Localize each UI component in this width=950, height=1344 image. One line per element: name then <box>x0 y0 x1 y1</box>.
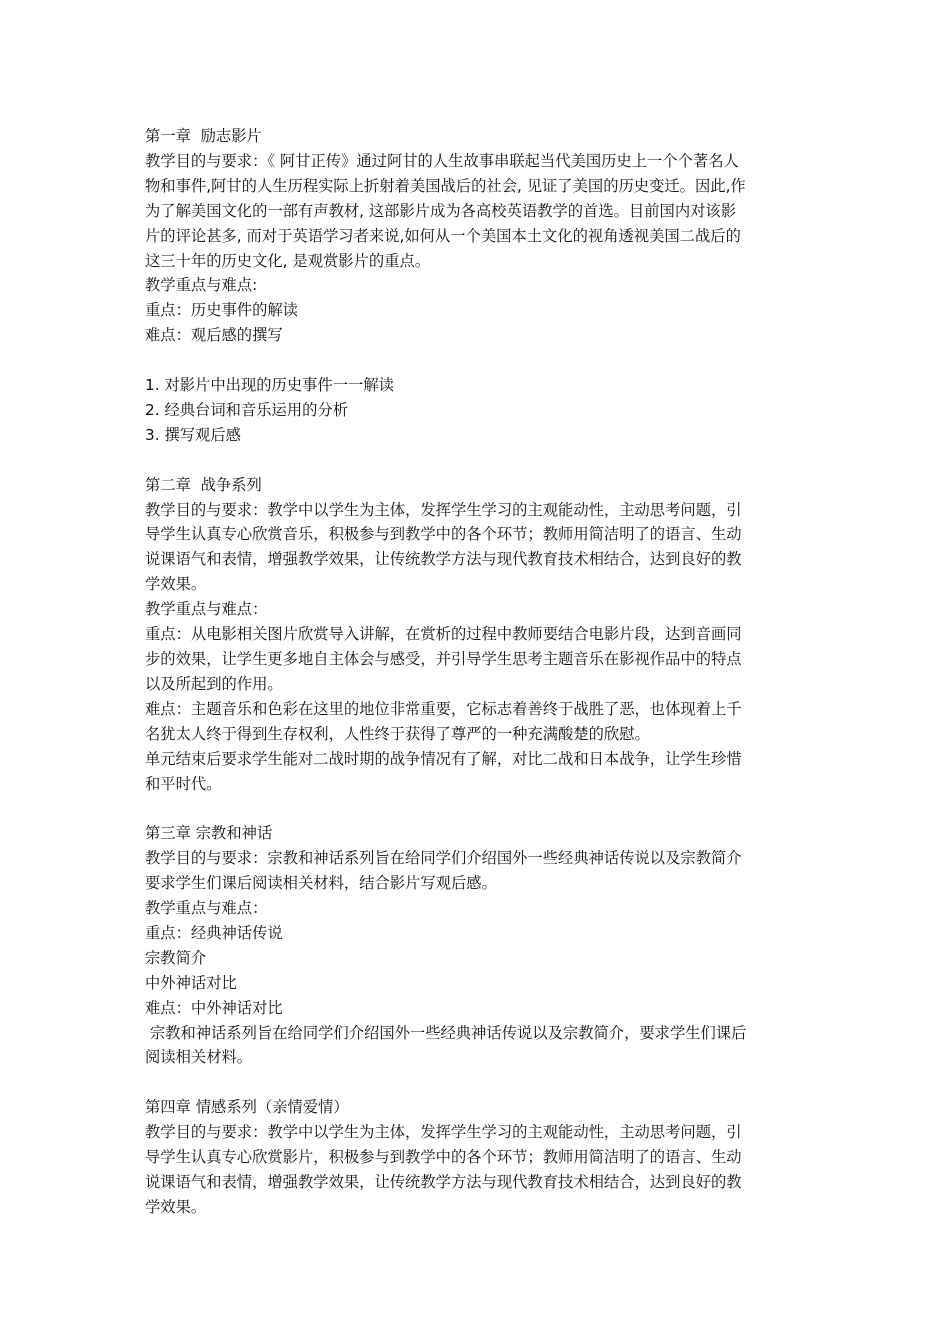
blank-line <box>145 1070 815 1095</box>
paragraph-line: 中外神话对比 <box>145 973 237 992</box>
blank-line <box>145 348 815 373</box>
paragraph-line: 难点：观后感的撰写 <box>145 326 283 345</box>
paragraph-line: 以及所起到的作用。 <box>145 674 283 693</box>
paragraph-line: 要求学生们课后阅读相关材料，结合影片写观后感。 <box>145 874 497 893</box>
section-heading: 教学重点与难点： <box>145 899 268 918</box>
paragraph-line: 这三十年的历史文化, 是观赏影片的重点。 <box>145 251 431 270</box>
chapter-4-title: 第四章 情感系列（亲情爱情） <box>145 1098 349 1117</box>
paragraph-line: 和平时代。 <box>145 774 222 793</box>
paragraph-line: 导学生认真专心欣赏音乐，积极参与到教学中的各个环节；教师用简洁明了的语言、生动 <box>145 525 742 544</box>
paragraph-line: 说课语气和表情，增强教学效果，让传统教学方法与现代教育技术相结合，达到良好的教 <box>145 1173 742 1191</box>
chapter-2-title: 第二章 战争系列 <box>145 475 262 494</box>
paragraph-line: 重点：从电影相关图片欣赏导入讲解，在赏析的过程中教师要结合电影片段，达到音画同 <box>145 625 742 644</box>
paragraph-line: 阅读相关材料。 <box>145 1048 253 1067</box>
paragraph-line: 重点：历史事件的解读 <box>145 301 298 320</box>
chapter-1-title: 第一章 励志影片 <box>145 127 262 145</box>
blank-line <box>145 448 815 473</box>
list-item: 1. 对影片中出现的历史事件一一解读 <box>145 376 394 395</box>
paragraph-line: 学效果。 <box>145 575 207 594</box>
paragraph-line: 难点：中外神话对比 <box>145 998 283 1017</box>
paragraph-line: 学效果。 <box>145 1197 207 1216</box>
paragraph-line: 难点：主题音乐和色彩在这里的地位非常重要，它标志着善终于战胜了恶，也体现着上千 <box>145 699 742 718</box>
paragraph-line: 为了解美国文化的一部有声教材, 这部影片成为各高校英语教学的首选。目前国内对该影 <box>145 201 737 220</box>
list-item: 2. 经典台词和音乐运用的分析 <box>145 400 349 419</box>
paragraph-line: 教学目的与要求：宗教和神话系列旨在给同学们介绍国外一些经典神话传说以及宗教简介 <box>145 849 742 868</box>
paragraph-line: 导学生认真专心欣赏影片，积极参与到教学中的各个环节；教师用简洁明了的语言、生动 <box>145 1148 742 1167</box>
paragraph-line: 重点：经典神话传说 <box>145 923 283 942</box>
paragraph-line: 教学目的与要求：《 阿甘正传》通过阿甘的人生故事串联起当代美国历史上一个个著名人 <box>145 151 739 170</box>
paragraph-line: 教学目的与要求：教学中以学生为主体，发挥学生学习的主观能动性，主动思考问题，引 <box>145 1123 742 1142</box>
paragraph-line: 说课语气和表情，增强教学效果，让传统教学方法与现代教育技术相结合，达到良好的教 <box>145 550 742 569</box>
paragraph-line: 名犹太人终于得到生存权利，人性终于获得了尊严的一种充满酸楚的欣慰。 <box>145 724 650 743</box>
paragraph-line: 物和事件,阿甘的人生历程实际上折射着美国战后的社会, 见证了美国的历史变迁。因此,作 <box>145 176 746 195</box>
section-heading: 教学重点与难点: <box>145 276 258 295</box>
paragraph-line: 教学目的与要求：教学中以学生为主体，发挥学生学习的主观能动性，主动思考问题，引 <box>145 500 742 519</box>
paragraph-line: 单元结束后要求学生能对二战时期的战争情况有了解，对比二战和日本战争，让学生珍惜 <box>145 749 742 768</box>
paragraph-line: 步的效果，让学生更多地自主体会与感受，并引导学生思考主题音乐在影视作品中的特点 <box>145 650 742 668</box>
paragraph-line: 宗教简介 <box>145 948 207 967</box>
chapter-3-title: 第三章 宗教和神话 <box>145 824 273 843</box>
paragraph-line: 宗教和神话系列旨在给同学们介绍国外一些经典神话传说以及宗教简介，要求学生们课后 <box>145 1023 747 1042</box>
blank-line <box>145 796 815 821</box>
paragraph-line: 片的评论甚多, 而对于英语学习者来说,如何从一个美国本土文化的视角透视美国二战后的 <box>145 226 741 245</box>
document-page <box>145 124 815 1220</box>
section-heading: 教学重点与难点： <box>145 600 268 619</box>
list-item: 3. 撰写观后感 <box>145 425 241 444</box>
